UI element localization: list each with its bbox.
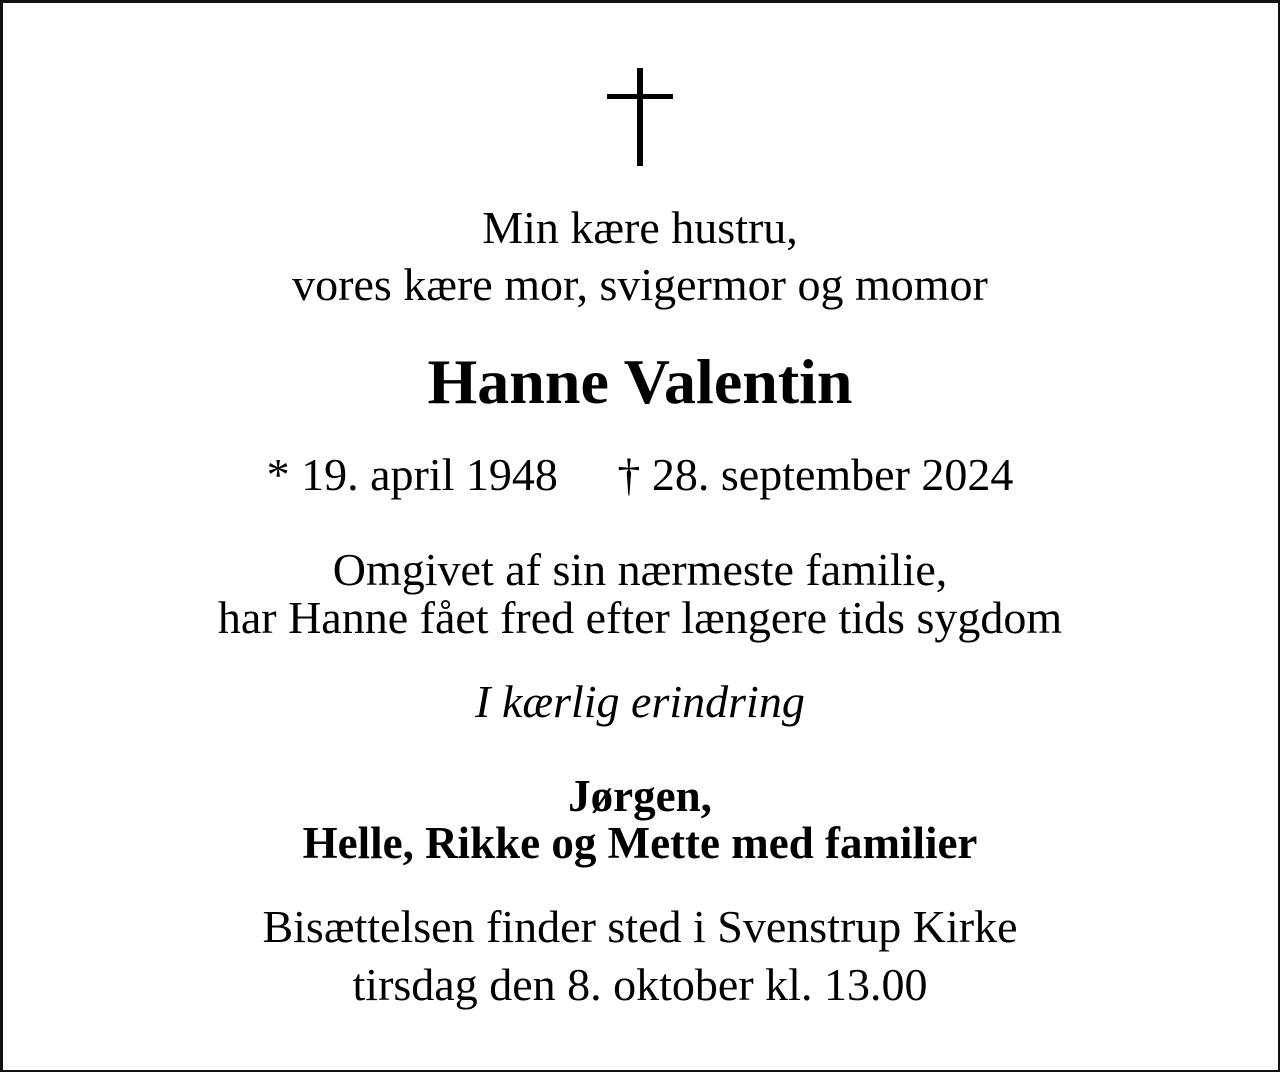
memory-line: I kærlig erindring bbox=[475, 676, 805, 727]
death-date: 28. september 2024 bbox=[651, 449, 1014, 500]
funeral-line-1: Bisættelsen finder sted i Svenstrup Kirke bbox=[262, 901, 1018, 952]
birth-date: 19. april 1948 bbox=[301, 449, 558, 500]
family-line-1: Jørgen, bbox=[568, 771, 712, 821]
message-line-1: Omgivet af sin nærmeste familie, bbox=[332, 544, 948, 595]
death-symbol: † bbox=[617, 449, 641, 500]
intro-line-2: vores kære mor, svigermor og momor bbox=[292, 259, 988, 310]
intro-line-1: Min kære hustru, bbox=[482, 202, 798, 253]
message-line-2: har Hanne fået fred efter længere tids sygdom bbox=[217, 592, 1063, 643]
funeral-line-2: tirsdag den 8. oktober kl. 13.00 bbox=[352, 959, 928, 1010]
family-line-2: Helle, Rikke og Mette med familier bbox=[302, 818, 978, 868]
deceased-name: Hanne Valentin bbox=[427, 346, 853, 417]
birth-symbol: * bbox=[266, 449, 290, 500]
dates-line bbox=[0, 447, 1280, 503]
cross-icon bbox=[0, 0, 1280, 200]
